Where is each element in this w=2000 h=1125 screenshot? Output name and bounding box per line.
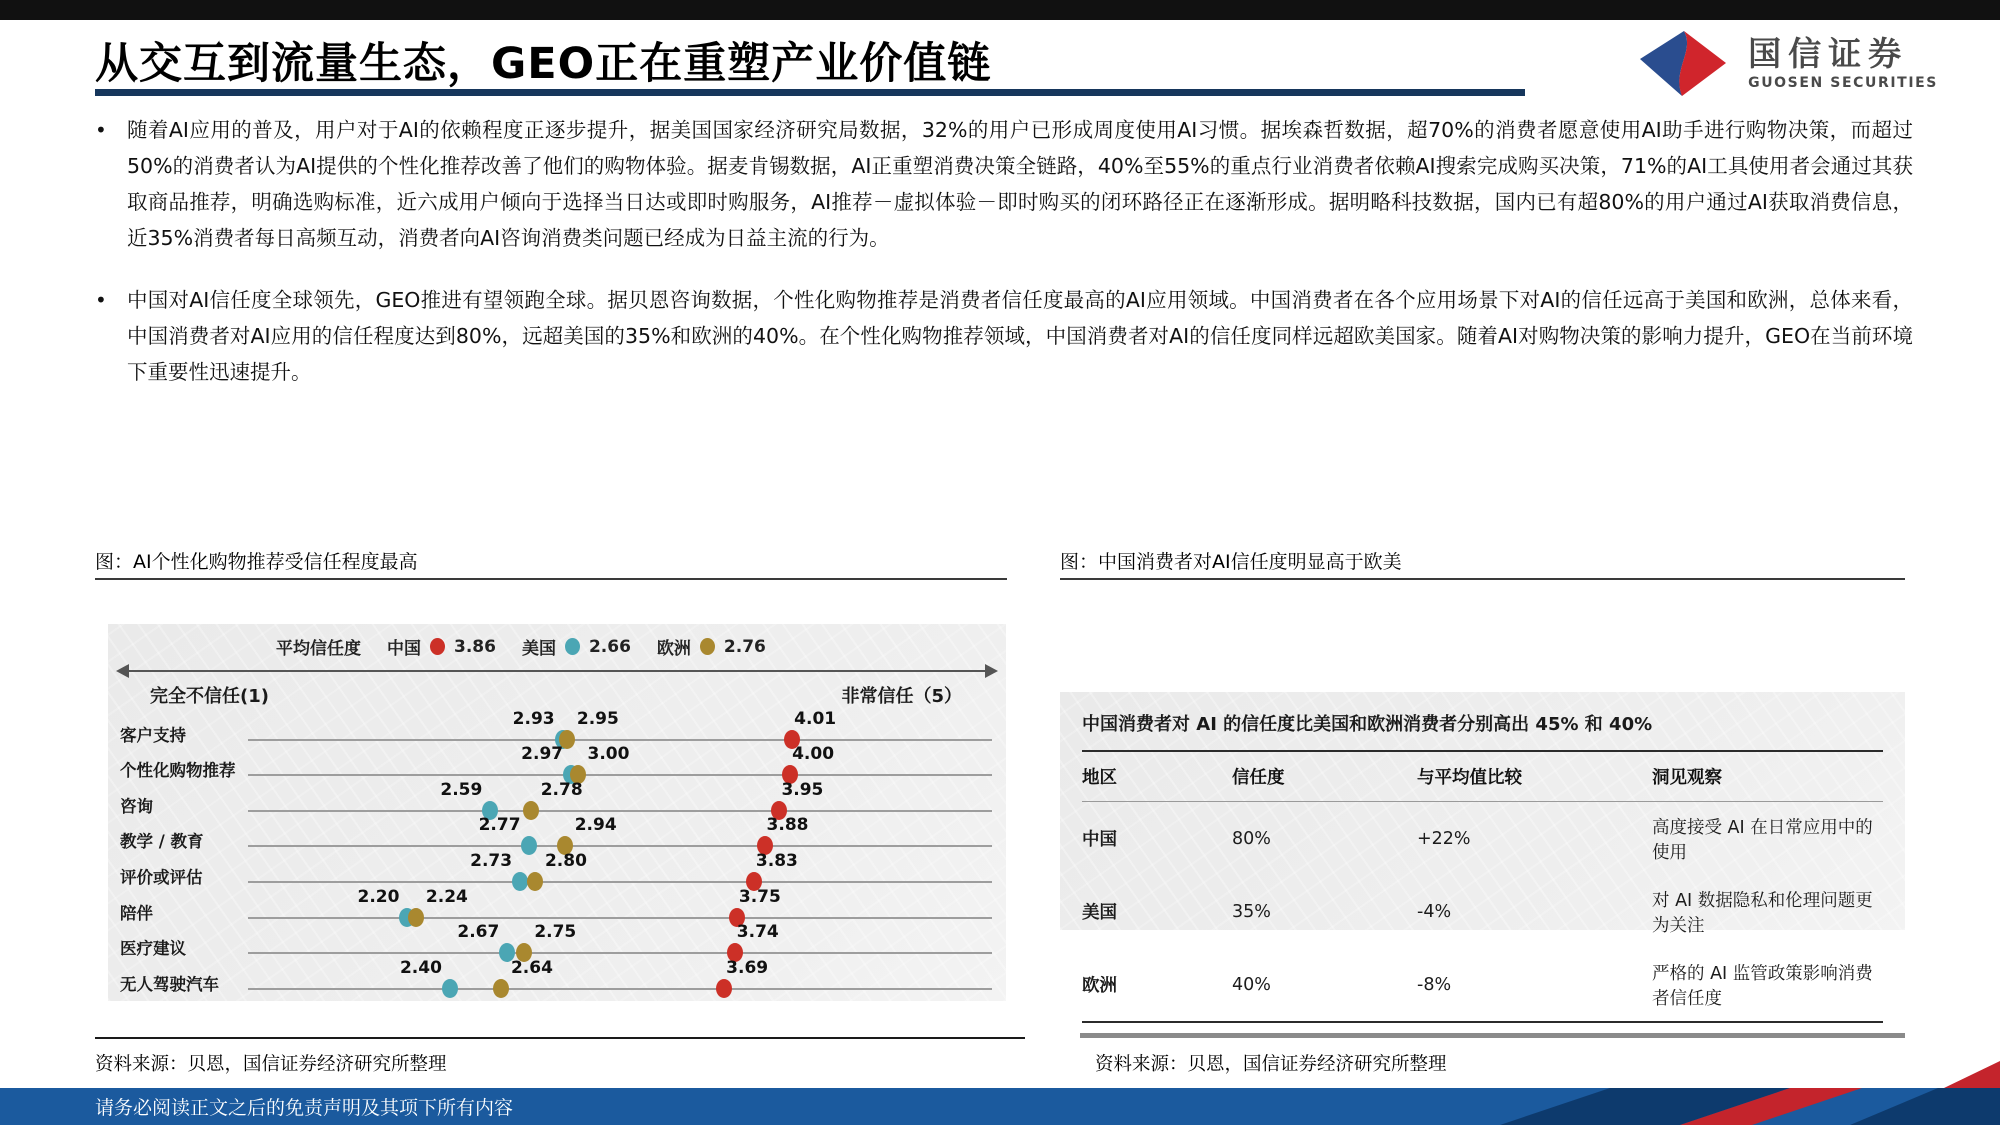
dotplot-category-label: 客户支持: [120, 725, 186, 745]
dotplot-point-value: 2.77: [478, 815, 521, 836]
dotplot-category-label: 陪伴: [120, 903, 153, 923]
left-figure-caption: 图：AI个性化购物推荐受信任程度最高: [95, 551, 418, 573]
trust-table-chart: [1060, 692, 1905, 1009]
dotplot-row-line: [248, 988, 992, 990]
top-black-bar: [0, 0, 2000, 20]
legend-series-name: 中国: [387, 639, 421, 659]
series-dot-icon: [716, 979, 732, 998]
logo-text: [1748, 34, 1938, 91]
table-cell: 高度接受 AI 在日常应用中的使用: [1652, 817, 1873, 863]
dotplot-row-line: [248, 952, 992, 954]
table-cell: 40%: [1232, 974, 1271, 995]
legend-series-average: 2.76: [723, 636, 766, 657]
trust-table-title: 中国消费者对 AI 的信任度比美国和欧洲消费者分别高出 45% 和 40%: [1082, 714, 1653, 735]
bullet-2-text: 中国对AI信任度全球领先，GEO推进有望领跑全球。据贝恩咨询数据，个性化购物推荐是消费者信任度最高的AI应用领域。中国消费者在各个应用场景下对AI的信任远高于美国和欧洲，总体来看，中国消费者对AI应用的信任程度达到80%，远超美国的35%和欧洲的40%。在个性化购物推荐领域，中国消费者对AI的信任度同样远超欧美国家。随着AI对购物决策的影响力提升，GEO在当前环境下重要性迅速提升。: [127, 288, 1913, 384]
table-cell: 美国: [1082, 903, 1117, 923]
dotplot-point-value: 2.40: [399, 957, 442, 978]
table-header-cell: 地区: [1082, 768, 1117, 788]
title-underline: [95, 89, 1525, 96]
dotplot-row: [120, 957, 992, 1001]
body-bullets: [95, 112, 1913, 416]
bullet-marker: •: [95, 118, 107, 142]
dotplot-point-value: 2.78: [540, 779, 583, 800]
footer-decoration: [1380, 1037, 2000, 1125]
dotplot-point-value: 2.80: [544, 850, 587, 871]
dotplot-track: [248, 744, 992, 788]
dotplot-track: [248, 815, 992, 859]
table-cell: 中国: [1082, 830, 1117, 850]
legend-series-average: 3.86: [454, 636, 496, 657]
series-dot-icon: [523, 801, 539, 820]
left-caption-rule: [95, 578, 1007, 580]
dotplot-track: [248, 922, 992, 966]
left-source-text: 资料来源：贝恩，国信证券经济研究所整理: [95, 1054, 447, 1075]
dotplot-point-value: 4.00: [792, 744, 835, 765]
logo-name-cn: 国信证券: [1748, 34, 1909, 74]
table-cell: +22%: [1417, 828, 1471, 849]
dotplot-point-value: 3.95: [781, 779, 824, 800]
logo-name-en: GUOSEN SECURITIES: [1748, 74, 1938, 91]
bullet-1: [95, 112, 1913, 256]
dotplot-row: [120, 779, 992, 823]
dotplot-point-value: 2.97: [521, 744, 564, 765]
dotplot-point-value: 2.20: [357, 886, 400, 907]
company-logo: [1626, 28, 1938, 100]
footer-disclaimer: 请务必阅读正文之后的免责声明及其项下所有内容: [95, 1097, 514, 1119]
dotplot-category-label: 咨询: [120, 796, 153, 816]
dotplot-legend-items: [387, 634, 766, 659]
page-title: 从交互到流量生态，GEO正在重塑产业价值链: [95, 39, 992, 89]
series-dot-icon: [521, 836, 537, 855]
table-row: [1082, 875, 1883, 948]
table-rule-bottom: [1082, 1021, 1883, 1023]
dotplot-track: [248, 779, 992, 823]
legend-series-dot-icon: [700, 638, 715, 655]
table-row: [1082, 948, 1883, 1021]
legend-series-dot-icon: [430, 638, 445, 655]
dotplot-point-value: 2.94: [574, 815, 617, 836]
dotplot-point-value: 2.73: [470, 850, 513, 871]
dotplot-track: [248, 886, 992, 930]
dotplot-row: [120, 850, 992, 894]
dotplot-row-line: [248, 810, 992, 812]
right-caption-rule: [1060, 578, 1905, 580]
dotplot-point-value: 2.95: [576, 708, 619, 729]
dotplot-row-line: [248, 774, 992, 776]
dotplot-row-line: [248, 739, 992, 741]
legend-series-average: 2.66: [588, 636, 631, 657]
table-cell: 80%: [1232, 828, 1271, 849]
dotplot-row-line: [248, 917, 992, 919]
table-cell: 35%: [1232, 901, 1271, 922]
bullet-marker: •: [95, 288, 107, 312]
dotplot-row-line: [248, 881, 992, 883]
guosen-logo-icon: [1626, 28, 1734, 100]
series-dot-icon: [493, 979, 509, 998]
dotplot-point-value: 3.74: [736, 922, 779, 943]
bullet-2: [95, 282, 1913, 390]
dotplot-point-value: 2.67: [457, 922, 500, 943]
legend-series-name: 欧洲: [656, 639, 691, 659]
table-header-row: [1082, 752, 1883, 801]
dotplot-point-value: 2.93: [512, 708, 555, 729]
dotplot-rows: [120, 708, 992, 1001]
table-body: [1082, 802, 1883, 1021]
table-header-cell: 信任度: [1232, 768, 1285, 788]
dotplot-category-label: 评价或评估: [120, 867, 203, 887]
legend-series-name: 美国: [521, 639, 556, 659]
dotplot-category-label: 个性化购物推荐: [120, 761, 236, 781]
dotplot-category-label: 医疗建议: [120, 939, 186, 959]
right-figure-caption: 图：中国消费者对AI信任度明显高于欧美: [1060, 551, 1402, 573]
dotplot-row: [120, 922, 992, 966]
dotplot-axis-min-label: 完全不信任(1): [150, 686, 269, 707]
dotplot-axis-max-label: 非常信任（5）: [841, 686, 962, 707]
dotplot-row-line: [248, 845, 992, 847]
right-source-text: 资料来源：贝恩，国信证券经济研究所整理: [1095, 1054, 1447, 1075]
dotplot-category-label: 无人驾驶汽车: [120, 974, 219, 994]
trust-dotplot-chart: [108, 624, 1006, 1001]
dotplot-legend: [276, 634, 766, 659]
dotplot-point-value: 2.24: [425, 886, 468, 907]
table-cell: 对 AI 数据隐私和伦理问题更为关注: [1652, 890, 1873, 936]
dotplot-category-label: 教学 / 教育: [120, 832, 204, 852]
table-header-cell: 洞见观察: [1652, 768, 1722, 788]
dotplot-point-value: 4.01: [794, 708, 837, 729]
table-cell: 欧洲: [1082, 976, 1117, 996]
legend-series-dot-icon: [565, 638, 580, 655]
dotplot-point-value: 2.59: [440, 779, 483, 800]
dotplot-point-value: 3.69: [726, 957, 769, 978]
series-dot-icon: [442, 979, 458, 998]
dotplot-point-value: 3.83: [755, 850, 798, 871]
left-source-rule: [95, 1037, 1025, 1039]
table-header-cell: 与平均值比较: [1417, 768, 1522, 788]
dotplot-point-value: 3.75: [738, 886, 781, 907]
dotplot-point-value: 2.64: [510, 957, 553, 978]
dotplot-track: [248, 957, 992, 1001]
legend-item-中国: [387, 634, 496, 659]
legend-item-欧洲: [657, 634, 766, 659]
table-cell: 严格的 AI 监管政策影响消费者信任度: [1652, 963, 1873, 1009]
dotplot-axis-arrow: [128, 670, 986, 672]
dotplot-point-value: 2.75: [534, 922, 577, 943]
series-dot-icon: [512, 872, 528, 891]
series-dot-icon: [408, 908, 424, 927]
dotplot-point-value: 3.88: [766, 815, 809, 836]
bullet-1-text: 随着AI应用的普及，用户对于AI的依赖程度正逐步提升，据美国国家经济研究局数据，32%的用户已形成周度使用AI习惯。据埃森哲数据，超70%的消费者愿意使用AI助手进行购物决策，而超过50%的消费者认为AI提供的个性化推荐改善了他们的购物体验。据麦肯锡数据，AI正重塑消费决策全链路，40%至55%的重点行业消费者依赖AI搜索完成购买决策，71%的AI工具使用者会通过其获取商品推荐，明确选购标准，近六成用户倾向于选择当日达或即时购服务，AI推荐－虚拟体验－即时购买的闭环路径正在逐渐形成。据明略科技数据，国内已有超80%的用户通过AI获取消费信息，近35%消费者每日高频互动，消费者向AI咨询消费类问题已经成为日益主流的行为。: [127, 118, 1913, 250]
series-dot-icon: [527, 872, 543, 891]
legend-item-美国: [522, 634, 631, 659]
dotplot-point-value: 3.00: [587, 744, 630, 765]
table-row: [1082, 802, 1883, 875]
table-cell: -4%: [1417, 901, 1452, 922]
dotplot-legend-label: 平均信任度: [276, 639, 361, 659]
table-cell: -8%: [1417, 974, 1452, 995]
